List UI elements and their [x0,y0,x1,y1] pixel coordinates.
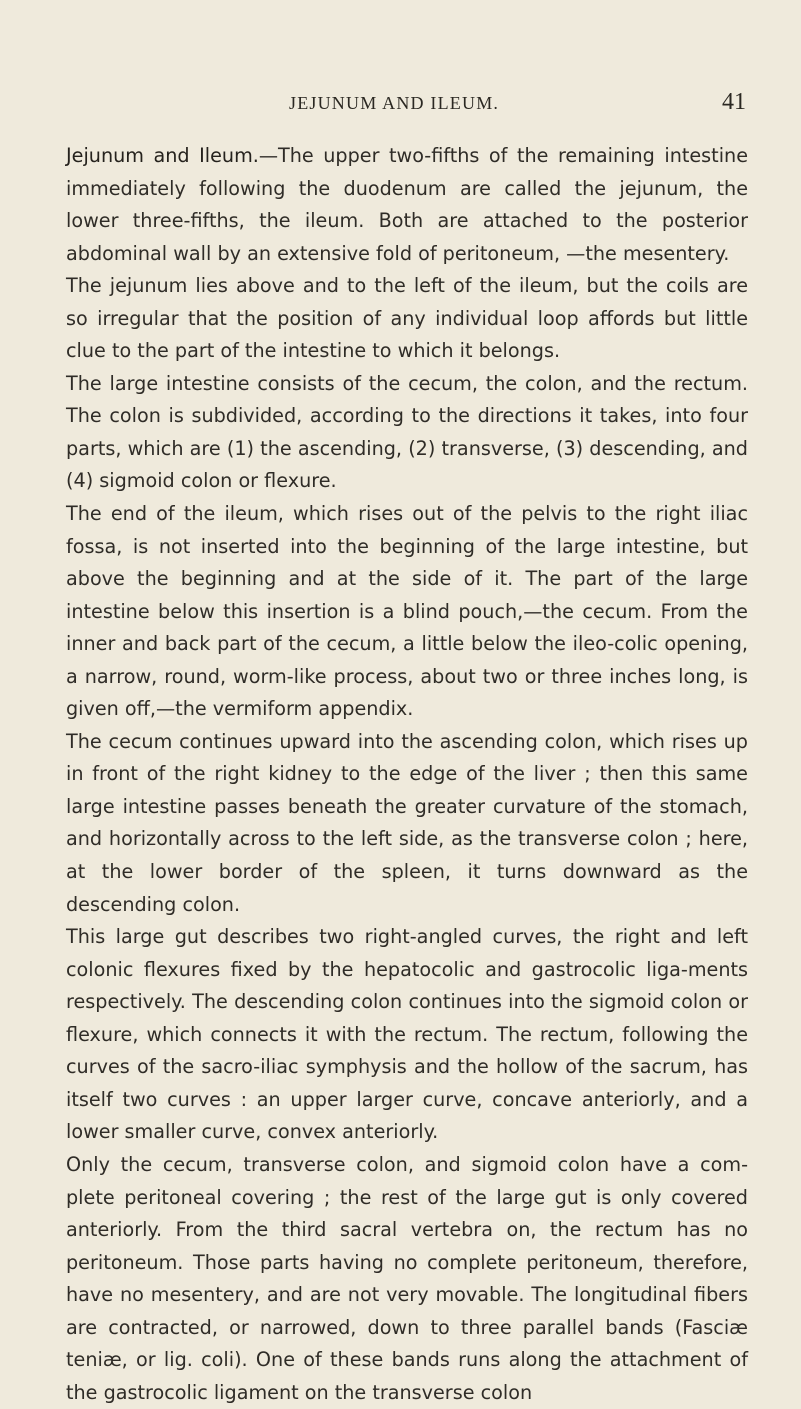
paragraph-3: The large intestine consists of the cecum, the colon, and the rectum. The colon is subdivided, according to the directions it takes, into four parts, which are (1) the ascending, (2) transverse, (3) descending, and (4) sigmoid colon or flexure. [66,371,748,493]
body-text [66,140,748,1409]
page-header [65,89,746,123]
paragraph-4: The end of the ileum, which rises out of the pelvis to the right iliac fossa, is not inserted into the beginning of the large intestine, but above the beginning and at the side of it. The part of the large intestine below this insertion is a blind pouch,—the cecum. From the inner and back part of the cecum, a little below the ileo-colic opening, a narrow, round, worm-like process, about two or three inches long, is given off,—the vermiform appendix. [66,502,748,721]
running-head: JEJUNUM AND ILEUM. [289,93,500,113]
paragraph-6: This large gut describes two right-angled curves, the right and left colonic flexures fixed by the hepatocolic and gastrocolic liga-ments respectively. The descending colon continues into the sigmoid colon or flexure, which connects it with the rectum. The rectum, following the curves of the sacro-iliac symphysis and the hollow of the sacrum, has itself two curves : an upper larger curve, concave anteriorly, and a lower smaller curve, convex anteriorly. [66,925,748,1144]
paragraph-5: The cecum continues upward into the ascending colon, which rises up in front of the right kidney to the edge of the liver ; then this same large intestine passes beneath the greater curvature of the stomach, and horizontally across to the left side, as the transverse colon ; here, at the lower border of the spleen, it turns downward as the descending colon. [66,729,748,916]
paragraph-1-text: —The upper two-fifths of the remaining intestine immediately following the duodenum are called the jejunum, the lower three-fifths, the ileum. Both are attached to the posterior abdominal wall by an extensive fold of peritoneum, —the mesentery. [66,144,748,265]
paragraph-7: Only the cecum, transverse colon, and sigmoid colon have a com-plete peritoneal covering ; the rest of the large gut is only covered anteriorly. From the third sacral vertebra on, the rectum has no peritoneum. Those parts having no complete peritoneum, therefore, have no mesentery, and are not very movable. The longitudinal fibers are contracted, or narrowed, down to three parallel bands (Fasciæ teniæ, or lig. coli). One of these bands runs along the attachment of the gastrocolic ligament on the transverse colon [66,1152,748,1404]
section-title: Jejunum and Ileum. [66,144,259,167]
page-number: 41 [722,89,746,115]
paragraph-2: The jejunum lies above and to the left of the ileum, but the coils are so irregular that the position of any individual loop affords but little clue to the part of the intestine to which it belongs. [66,274,748,363]
paragraph-1 [66,140,748,270]
